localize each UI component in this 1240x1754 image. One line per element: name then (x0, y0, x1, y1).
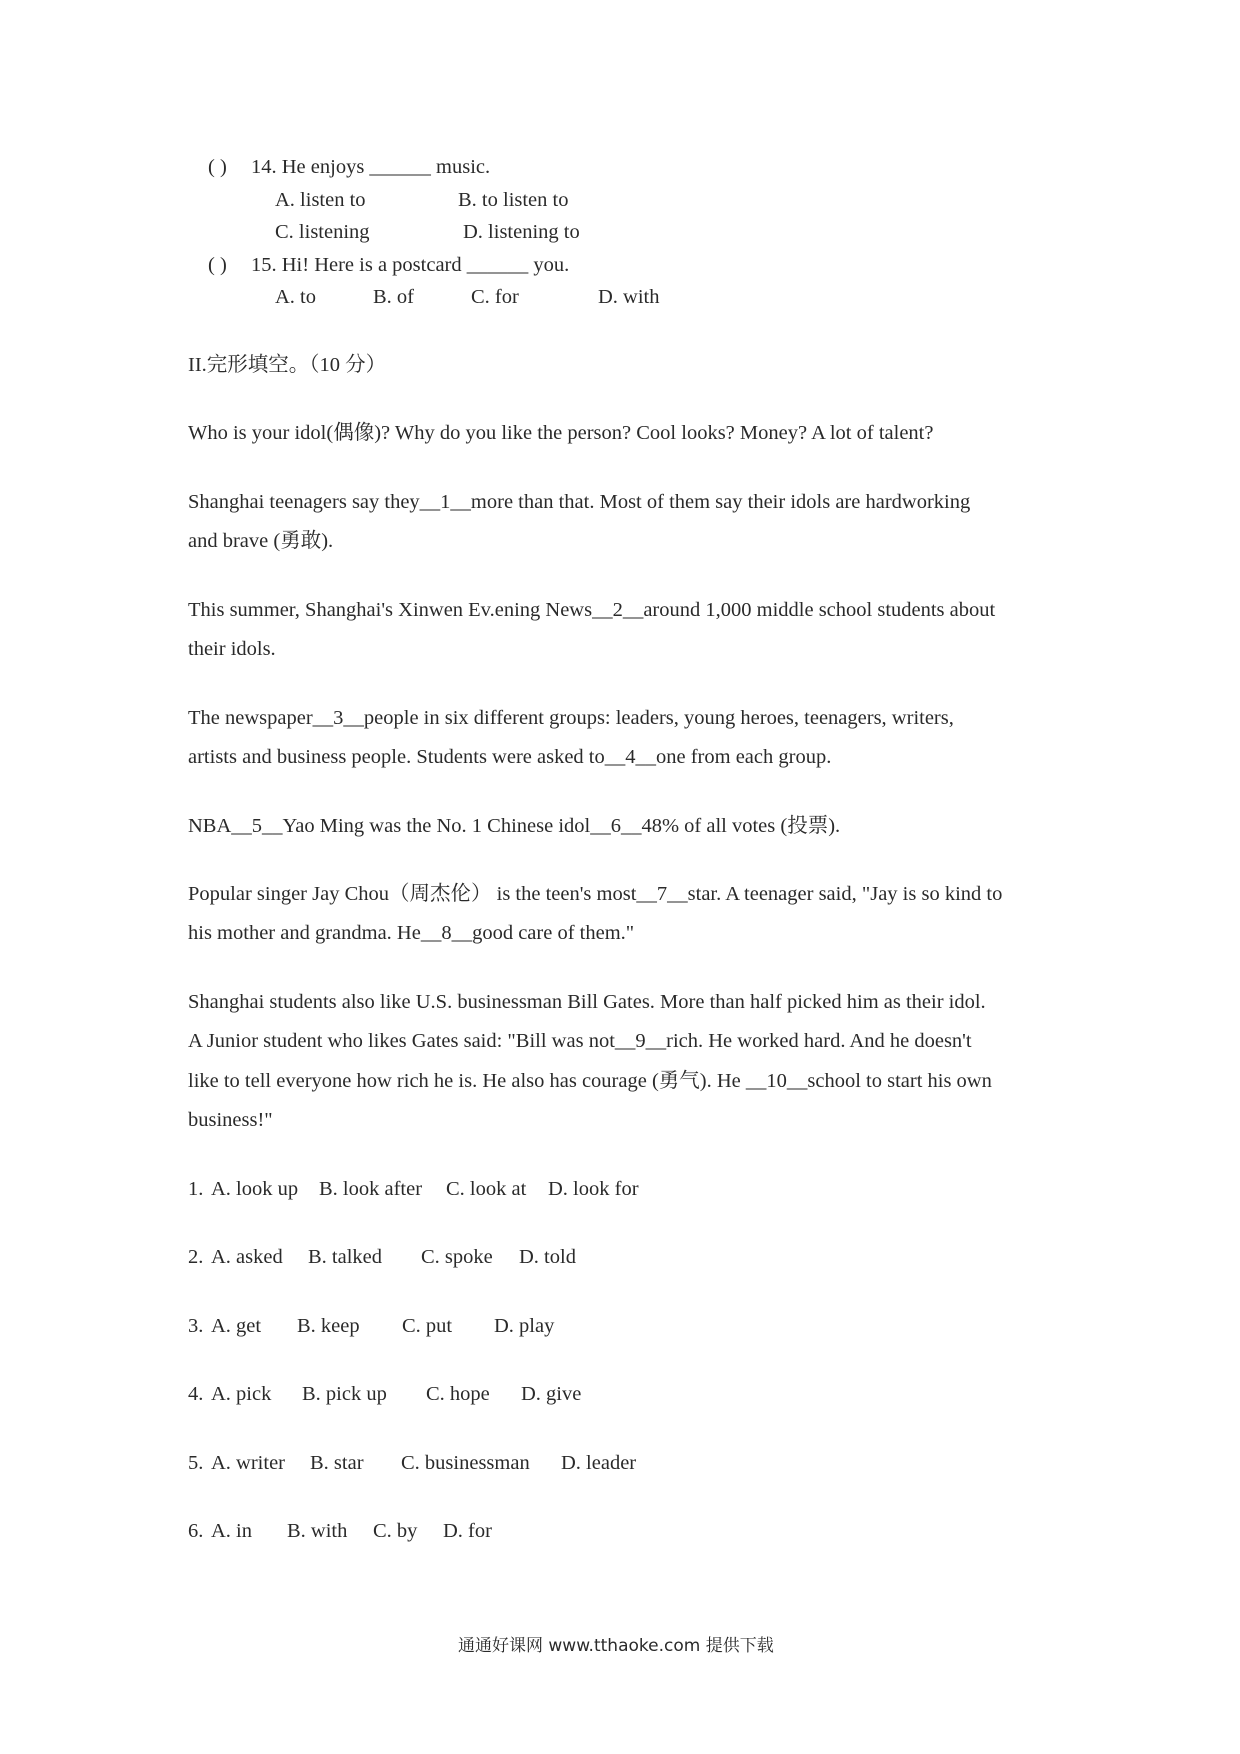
q14-stem: 14. He enjoys ______ music. (251, 156, 491, 178)
q15-option-d: D. with (598, 286, 660, 308)
option-b: B. with (287, 1520, 348, 1542)
passage-line: NBA__5__Yao Ming was the No. 1 Chinese idol__6__48% of all votes (投票). (188, 815, 841, 837)
passage-line: Popular singer Jay Chou（周杰伦） is the teen's most__7__star. A teenager said, "Jay is so kind to (188, 883, 1003, 905)
option-row-num: 1. (188, 1178, 204, 1200)
passage-line: like to tell everyone how rich he is. He also has courage (勇气). He __10__school to start his own (188, 1070, 992, 1092)
option-row-num: 2. (188, 1246, 204, 1268)
q15-option-c: C. for (471, 286, 519, 308)
passage-line: This summer, Shanghai's Xinwen Ev.ening News__2__around 1,000 middle school students about (188, 599, 996, 621)
option-d: D. told (519, 1246, 576, 1268)
option-c: C. hope (426, 1383, 490, 1405)
q14-option-b: B. to listen to (458, 189, 569, 211)
q15-paren: ( ) (208, 254, 227, 276)
passage-line: Shanghai teenagers say they__1__more than that. Most of them say their idols are hardworking (188, 491, 971, 513)
option-c: C. look at (446, 1178, 527, 1200)
option-row-num: 6. (188, 1520, 204, 1542)
option-a: A. asked (211, 1246, 283, 1268)
option-b: B. keep (297, 1315, 360, 1337)
option-d: D. play (494, 1315, 555, 1337)
option-a: A. writer (211, 1452, 286, 1474)
q15-stem: 15. Hi! Here is a postcard ______ you. (251, 254, 570, 276)
passage-line: his mother and grandma. He__8__good care of them." (188, 922, 635, 944)
page-footer: 通通好课网 www.tthaoke.com 提供下载 (458, 1636, 774, 1656)
option-row-num: 4. (188, 1383, 204, 1405)
q14-option-a: A. listen to (275, 189, 366, 211)
option-row-num: 5. (188, 1452, 204, 1474)
passage-line: artists and business people. Students were asked to__4__one from each group. (188, 746, 832, 768)
option-c: C. businessman (401, 1452, 530, 1474)
option-a: A. get (211, 1315, 262, 1337)
option-c: C. spoke (421, 1246, 493, 1268)
option-c: C. by (373, 1520, 418, 1542)
section-heading: II.完形填空。（10 分） (188, 354, 387, 376)
option-row-num: 3. (188, 1315, 204, 1337)
option-a: A. pick (211, 1383, 272, 1405)
option-b: B. pick up (302, 1383, 387, 1405)
option-b: B. star (310, 1452, 364, 1474)
option-d: D. look for (548, 1178, 639, 1200)
q15-option-a: A. to (275, 286, 316, 308)
option-d: D. leader (561, 1452, 637, 1474)
passage-line: their idols. (188, 638, 276, 660)
option-b: B. talked (308, 1246, 383, 1268)
option-b: B. look after (319, 1178, 423, 1200)
passage-line: Who is your idol(偶像)? Why do you like the person? Cool looks? Money? A lot of talent? (188, 422, 934, 444)
option-d: D. for (443, 1520, 492, 1542)
passage-line: and brave (勇敢). (188, 530, 334, 552)
option-a: A. in (211, 1520, 252, 1542)
option-a: A. look up (211, 1178, 299, 1200)
q14-paren: ( ) (208, 156, 227, 178)
passage-line: business!" (188, 1109, 273, 1131)
passage-line: Shanghai students also like U.S. businessman Bill Gates. More than half picked him as their idol. (188, 991, 986, 1013)
passage-line: The newspaper__3__people in six different groups: leaders, young heroes, teenagers, writers, (188, 707, 954, 729)
passage-line: A Junior student who likes Gates said: "Bill was not__9__rich. He worked hard. And he doesn't (188, 1030, 972, 1052)
q14-option-d: D. listening to (463, 221, 580, 243)
q15-option-b: B. of (373, 286, 414, 308)
option-d: D. give (521, 1383, 582, 1405)
option-c: C. put (402, 1315, 453, 1337)
q14-option-c: C. listening (275, 221, 370, 243)
